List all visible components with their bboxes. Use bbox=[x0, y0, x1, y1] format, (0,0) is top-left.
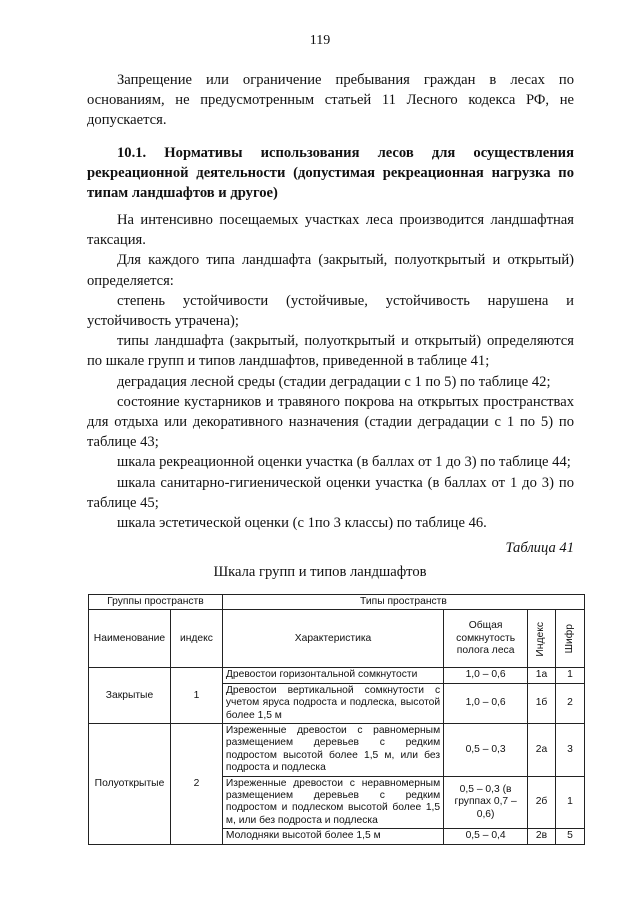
group-name: Полуоткрытые bbox=[89, 724, 171, 845]
paragraph: На интенсивно посещаемых участках леса производится ландшафтная таксация. bbox=[87, 212, 574, 249]
row-density: 0,5 – 0,3 (в группах 0,7 – 0,6) bbox=[444, 776, 528, 829]
paragraph: состояние кустарников и травяного покрова на открытых пространствах для отдыха или декоративного назначения (стадии деградации с 1 по 5) по таблице 43; bbox=[87, 393, 574, 451]
group-index: 2 bbox=[170, 724, 222, 845]
col-density: Общая сомкнутость полога леса bbox=[444, 610, 528, 668]
row-density: 0,5 – 0,3 bbox=[444, 724, 528, 777]
row-code: 1 bbox=[556, 668, 585, 683]
group-index: 1 bbox=[170, 668, 222, 724]
table-row bbox=[89, 668, 585, 683]
col-name: Наименование bbox=[89, 610, 171, 668]
col-characteristic: Характеристика bbox=[222, 610, 443, 668]
col-type-index bbox=[528, 610, 556, 668]
table-caption: Таблица 41 bbox=[505, 540, 574, 556]
group-name: Закрытые bbox=[89, 668, 171, 724]
paragraph: типы ландшафта (закрытый, полуоткрытый и открытый) определяются по шкале групп и типов ландшафтов, приведенной в таблице 41; bbox=[87, 333, 574, 370]
landscape-table bbox=[88, 594, 585, 845]
row-characteristic: Древостои горизонтальной сомкнутости bbox=[222, 668, 443, 683]
intro-paragraph: Запрещение или ограничение пребывания граждан в лесах по основаниям, не предусмотренным статьей 11 Лесного кодекса РФ, не допускается. bbox=[87, 72, 574, 128]
paragraph: степень устойчивости (устойчивые, устойчивость нарушена и устойчивость утрачена); bbox=[87, 292, 574, 330]
col-type-index-label: Индекс bbox=[535, 621, 547, 657]
row-code: 5 bbox=[556, 829, 585, 844]
body-text bbox=[87, 210, 574, 533]
col-index: индекс bbox=[170, 610, 222, 668]
table-row bbox=[89, 724, 585, 777]
row-characteristic: Изреженные древостои с неравномерным размещением деревьев с редким подростом и подлеском высотой более 1,5 м, или без подроста и подлеска bbox=[222, 776, 443, 829]
group-header: Группы пространств bbox=[89, 595, 223, 610]
row-code: 2 bbox=[556, 683, 585, 723]
types-header: Типы пространств bbox=[222, 595, 584, 610]
paragraph: шкала эстетической оценки (с 1по 3 классы) по таблице 46. bbox=[117, 515, 487, 532]
row-characteristic: Изреженные древостои с равномерным размещением деревьев с редким подростом высотой более 1,5 м, или без подроста и подлеска bbox=[222, 724, 443, 777]
paragraph: шкала рекреационной оценки участка (в баллах от 1 до 3) по таблице 44; bbox=[117, 454, 571, 471]
row-index: 1б bbox=[528, 683, 556, 723]
row-density: 0,5 – 0,4 bbox=[444, 829, 528, 844]
table-title: Шкала групп и типов ландшафтов bbox=[213, 564, 427, 580]
table-header-row bbox=[89, 595, 585, 610]
paragraph: Для каждого типа ландшафта (закрытый, полуоткрытый и открытый) определяется: bbox=[87, 252, 574, 289]
row-density: 1,0 – 0,6 bbox=[444, 668, 528, 683]
row-index: 2а bbox=[528, 724, 556, 777]
row-density: 1,0 – 0,6 bbox=[444, 683, 528, 723]
row-code: 3 bbox=[556, 724, 585, 777]
row-code: 1 bbox=[556, 776, 585, 829]
row-index: 2б bbox=[528, 776, 556, 829]
row-index: 1а bbox=[528, 668, 556, 683]
page-number: 119 bbox=[309, 33, 331, 48]
row-index: 2в bbox=[528, 829, 556, 844]
paragraph: деградация лесной среды (стадии деградации с 1 по 5) по таблице 42; bbox=[117, 373, 551, 390]
table-subheader-row bbox=[89, 610, 585, 668]
col-code bbox=[556, 610, 585, 668]
paragraph: шкала санитарно-гигиенической оценки участка (в баллах от 1 до 3) по таблице 45; bbox=[87, 474, 574, 511]
row-characteristic: Древостои вертикальной сомкнутости с учетом яруса подроста и подлеска, высотой более 1,5 м bbox=[222, 683, 443, 723]
row-characteristic: Молодняки высотой более 1,5 м bbox=[222, 829, 443, 844]
section-heading: 10.1. Нормативы использования лесов для осуществления рекреационной деятельности (допустимая рекреационная нагрузка по типам ландшафтов и другое) bbox=[87, 145, 574, 201]
col-code-label: Шифр bbox=[563, 624, 575, 654]
